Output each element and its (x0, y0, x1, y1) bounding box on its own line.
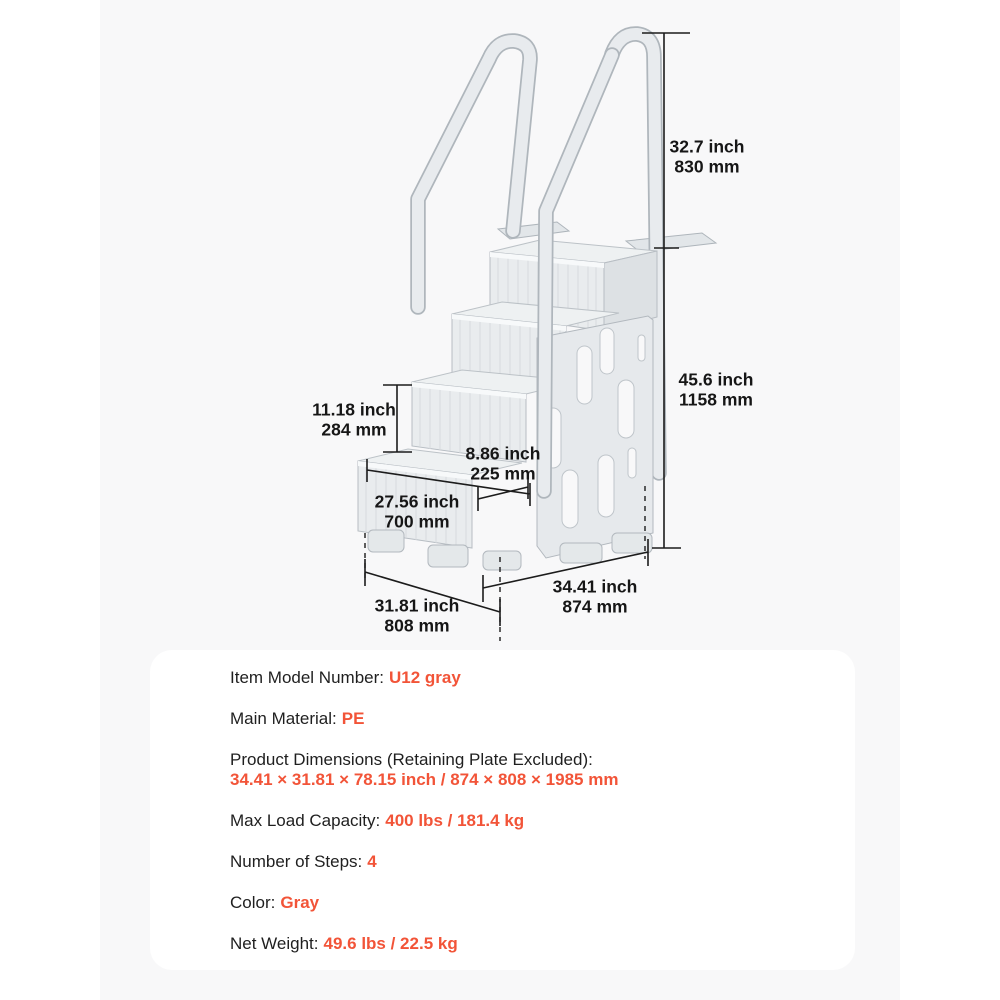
spec-label: Item Model Number: (230, 668, 384, 687)
spec-value: 34.41 × 31.81 × 78.15 inch / 874 × 808 × 1985 mm (230, 770, 619, 789)
spec-row-max-load (230, 811, 835, 831)
spec-value: 400 lbs / 181.4 kg (385, 811, 525, 830)
spec-row-steps (230, 852, 835, 872)
spec-label: Max Load Capacity: (230, 811, 381, 830)
dim-value-mm: 808 mm (384, 615, 450, 635)
dim-value-mm: 284 mm (321, 419, 387, 439)
dim-label-rail-height (670, 138, 745, 177)
spec-label: Main Material: (230, 709, 337, 728)
spec-label: Net Weight: (230, 934, 319, 953)
dim-value: 11.18 inch (312, 399, 396, 420)
dim-value-mm: 1158 mm (679, 389, 753, 409)
spec-value: Gray (280, 893, 320, 912)
spec-value: PE (341, 709, 365, 728)
dim-value-mm: 700 mm (384, 511, 450, 531)
spec-row-material (230, 709, 835, 729)
dim-value-mm: 874 mm (562, 596, 628, 616)
spec-row-model (230, 668, 835, 688)
spec-label: Number of Steps: (230, 852, 363, 871)
spec-label: Product Dimensions (Retaining Plate Excluded): (230, 750, 593, 769)
front-side-panel (537, 316, 653, 558)
dim-value: 45.6 inch (678, 369, 754, 390)
spec-value: 49.6 lbs / 22.5 kg (323, 934, 458, 953)
dim-value: 34.41 inch (552, 576, 638, 597)
spec-value: 4 (367, 852, 377, 871)
dim-label-ladder-height (679, 371, 754, 410)
dim-label-step-rise (312, 401, 396, 440)
dim-value: 8.86 inch (465, 443, 541, 464)
dim-value: 31.81 inch (374, 595, 460, 616)
spec-row-color (230, 893, 835, 913)
dim-label-base-depth (375, 597, 460, 636)
dim-label-tread-depth (466, 445, 541, 484)
dim-value: 32.7 inch (669, 136, 745, 157)
dim-value: 27.56 inch (374, 491, 460, 512)
spec-row-product-dimensions (230, 750, 835, 790)
spec-card (150, 650, 855, 970)
dim-value-mm: 225 mm (470, 463, 536, 483)
spec-label: Color: (230, 893, 276, 912)
dim-value-mm: 830 mm (674, 156, 740, 176)
dim-label-base-width (553, 578, 638, 617)
dim-label-step-width (375, 493, 460, 532)
spec-value: U12 gray (389, 668, 461, 687)
spec-row-net-weight (230, 934, 835, 954)
